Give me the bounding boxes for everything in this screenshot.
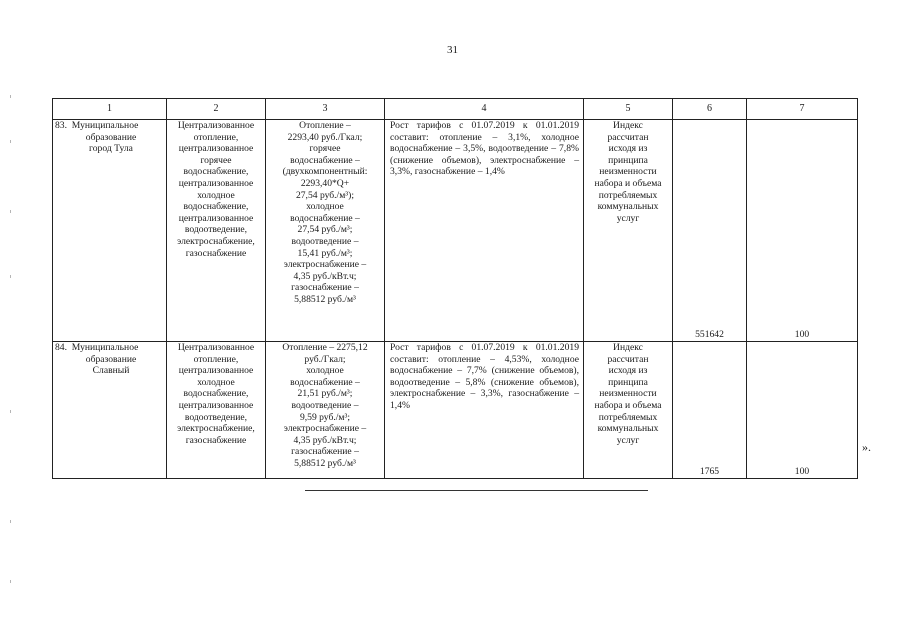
service-line: водоснабжение, bbox=[183, 166, 249, 178]
municipality-name: город Тула bbox=[89, 143, 133, 155]
tariff-line: холодное bbox=[306, 201, 344, 213]
municipality-cell bbox=[53, 120, 167, 342]
column-header: 1 bbox=[53, 99, 167, 120]
closing-quote-mark: ». bbox=[862, 440, 871, 454]
index-note-line: неизменности bbox=[599, 166, 657, 178]
service-line: отопление, bbox=[193, 353, 239, 365]
tariff-line: электроснабжение – bbox=[283, 423, 367, 435]
tariff-line: 27,54 руб./м³; bbox=[297, 224, 353, 236]
column-header: 4 bbox=[385, 99, 584, 120]
municipality-name: образование bbox=[85, 131, 137, 143]
index-note-line: рассчитан bbox=[607, 131, 649, 143]
service-line: централизованное bbox=[178, 143, 254, 155]
scan-artifact bbox=[10, 580, 11, 583]
index-note-line: Индекс bbox=[613, 342, 643, 353]
tariffs-cell bbox=[266, 342, 385, 479]
service-line: Централизованное bbox=[177, 120, 255, 131]
service-line: централизованное bbox=[178, 399, 254, 411]
service-line: водоотведение, bbox=[184, 411, 248, 423]
index-note-line: услуг bbox=[616, 212, 640, 224]
service-line: централизованное bbox=[178, 212, 254, 224]
service-line: газоснабжение bbox=[185, 247, 247, 259]
share-cell: 100 bbox=[747, 342, 858, 479]
municipality-name: Славный bbox=[92, 365, 130, 377]
municipality-name: Муниципальное bbox=[71, 342, 139, 353]
service-line: холодное bbox=[197, 376, 235, 388]
tariff-line: 4,35 руб./кВт.ч; bbox=[293, 270, 357, 282]
growth-cell: Рост тарифов с 01.07.2019 к 01.01.2019 составит: отопление – 3,1%, холодное водоснабжение – 3,5%, водоотведение – 7,8% (снижение объемов), электроснабжение – 3,3%, газоснабжение – 1,4% bbox=[385, 120, 584, 342]
table-row bbox=[53, 342, 858, 479]
row-number: 83. bbox=[55, 120, 67, 131]
tariff-line: газоснабжение – bbox=[291, 446, 359, 458]
index-note-line: исходя из bbox=[608, 143, 648, 155]
municipality-name: Муниципальное bbox=[71, 120, 139, 131]
index-note-line: рассчитан bbox=[607, 353, 649, 365]
tariff-line: 5,88512 руб./м³ bbox=[294, 457, 356, 469]
index-note-line: неизменности bbox=[599, 388, 657, 400]
tariff-line: газоснабжение – bbox=[291, 282, 359, 294]
tariff-table bbox=[52, 98, 858, 479]
tariff-line: водоснабжение – bbox=[290, 212, 360, 224]
tariff-line: 15,41 руб./м³; bbox=[297, 247, 353, 259]
table-header-row bbox=[53, 99, 858, 120]
tariff-line: водоотведение – bbox=[291, 399, 359, 411]
tariff-line: холодное bbox=[306, 365, 344, 377]
share-cell: 100 bbox=[747, 120, 858, 342]
tariff-line: водоотведение – bbox=[291, 235, 359, 247]
scan-artifact bbox=[10, 140, 11, 143]
scan-artifact bbox=[10, 210, 11, 213]
population-cell: 1765 bbox=[673, 342, 747, 479]
column-header: 5 bbox=[584, 99, 673, 120]
index-note-cell bbox=[584, 120, 673, 342]
index-note-line: Индекс bbox=[613, 120, 643, 131]
tariff-line: (двухкомпонентный: bbox=[282, 166, 368, 178]
growth-cell: Рост тарифов с 01.07.2019 к 01.01.2019 составит: отопление – 4,53%, холодное водоснабжение – 7,7% (снижение объемов), водоотведение – 5,8% (снижение объемов), электроснабжение – 3,3%, газоснабжение – 1,4% bbox=[385, 342, 584, 479]
scan-artifact bbox=[10, 410, 11, 413]
column-header: 7 bbox=[747, 99, 858, 120]
tariff-line: водоснабжение – bbox=[290, 376, 360, 388]
service-line: водоотведение, bbox=[184, 224, 248, 236]
service-line: горячее bbox=[200, 154, 232, 166]
scan-artifact bbox=[10, 520, 11, 523]
tariff-line: 4,35 руб./кВт.ч; bbox=[293, 434, 357, 446]
index-note-line: услуг bbox=[616, 434, 640, 446]
scan-artifact bbox=[10, 275, 11, 278]
index-note-line: коммунальных bbox=[597, 201, 659, 213]
service-line: централизованное bbox=[178, 365, 254, 377]
service-line: электроснабжение, bbox=[177, 423, 255, 435]
service-line: холодное bbox=[197, 189, 235, 201]
index-note-cell bbox=[584, 342, 673, 479]
tariff-line: руб./Гкал; bbox=[304, 353, 346, 365]
tariff-line: 21,51 руб./м³; bbox=[297, 388, 353, 400]
tariff-line: электроснабжение – bbox=[283, 259, 367, 271]
municipality-name: образование bbox=[85, 353, 137, 365]
tariff-line: Отопление – 2275,12 bbox=[282, 342, 368, 353]
footer-rule bbox=[305, 490, 648, 491]
index-note-line: принципа bbox=[608, 376, 648, 388]
tariff-line: горячее bbox=[309, 143, 341, 155]
page-number: 31 bbox=[447, 44, 458, 56]
tariff-line: 2293,40 руб./Гкал; bbox=[287, 131, 363, 143]
population-cell: 551642 bbox=[673, 120, 747, 342]
index-note-line: потребляемых bbox=[598, 189, 658, 201]
service-line: электроснабжение, bbox=[177, 235, 255, 247]
tariff-line: 2293,40*Q+ bbox=[300, 177, 350, 189]
row-number: 84. bbox=[55, 342, 67, 353]
column-header: 2 bbox=[167, 99, 266, 120]
service-line: централизованное bbox=[178, 177, 254, 189]
index-note-line: набора и объема bbox=[594, 399, 662, 411]
column-header: 3 bbox=[266, 99, 385, 120]
column-header: 6 bbox=[673, 99, 747, 120]
service-line: отопление, bbox=[193, 131, 239, 143]
tariff-line: Отопление – bbox=[299, 120, 351, 131]
service-line: водоснабжение, bbox=[183, 388, 249, 400]
service-line: газоснабжение bbox=[185, 434, 247, 446]
scan-artifact bbox=[10, 95, 11, 98]
index-note-line: принципа bbox=[608, 154, 648, 166]
table-row bbox=[53, 120, 858, 342]
service-line: Централизованное bbox=[177, 342, 255, 353]
tariff-line: 9,59 руб./м³; bbox=[299, 411, 351, 423]
tariff-line: водоснабжение – bbox=[290, 154, 360, 166]
tariff-line: 5,88512 руб./м³ bbox=[294, 293, 356, 305]
tariffs-cell bbox=[266, 120, 385, 342]
tariff-line: 27,54 руб./м³); bbox=[295, 189, 355, 201]
municipality-cell bbox=[53, 342, 167, 479]
index-note-line: набора и объема bbox=[594, 177, 662, 189]
index-note-line: исходя из bbox=[608, 365, 648, 377]
index-note-line: коммунальных bbox=[597, 423, 659, 435]
service-line: водоснабжение, bbox=[183, 201, 249, 213]
services-cell bbox=[167, 342, 266, 479]
index-note-line: потребляемых bbox=[598, 411, 658, 423]
services-cell bbox=[167, 120, 266, 342]
